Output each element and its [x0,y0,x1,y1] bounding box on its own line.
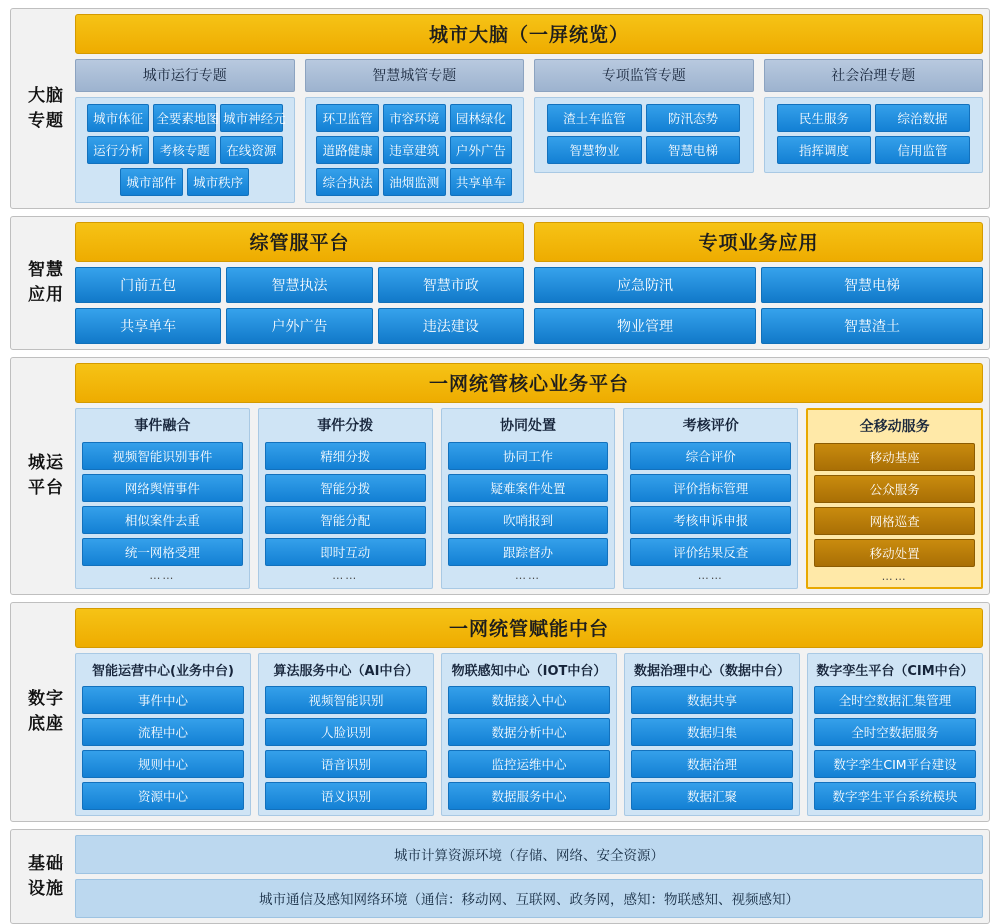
core-column-title: 考核评价 [682,418,739,434]
chip[interactable]: 视频智能识别事件 [82,442,243,470]
chip[interactable]: 综治数据 [875,104,970,132]
brain-column-items [534,97,754,173]
middle-column-title: 智能运营中心(业务中台) [92,664,234,679]
chip[interactable]: 考核申诉申报 [630,506,791,534]
brain-label-top: 大脑 [28,85,64,106]
chip[interactable]: 数据治理 [631,750,793,778]
chip[interactable]: 疑难案件处置 [448,474,609,502]
brain-column-smart-city-management [305,59,525,203]
brain-column-social-governance [764,59,984,203]
core-column-dots: …… [881,570,908,583]
chip[interactable]: 环卫监管 [316,104,379,132]
chip[interactable]: 运行分析 [87,136,150,164]
middle-column-business-center [75,653,251,816]
application-band [10,216,990,350]
brain-band-label [17,14,75,203]
core-column-dots: …… [332,569,359,582]
brain-band [10,8,990,209]
chip[interactable]: 数据接入中心 [448,686,610,714]
chip[interactable]: 公众服务 [814,475,975,503]
chip[interactable]: 人脸识别 [265,718,427,746]
brain-column-head: 智慧城管专题 [305,59,525,92]
brain-column-items [764,97,984,173]
core-column-title: 协同处置 [499,418,556,434]
application-right-title: 专项业务应用 [534,222,983,262]
core-column-mobile-service [806,408,983,589]
middle-column-cim-platform [807,653,983,816]
chip[interactable]: 考核专题 [153,136,216,164]
chip[interactable]: 即时互动 [265,538,426,566]
chip[interactable]: 全要素地图 [153,104,216,132]
chip[interactable]: 监控运维中心 [448,750,610,778]
brain-column-head: 城市运行专题 [75,59,295,92]
chip[interactable]: 网格巡查 [814,507,975,535]
core-column-collaborative-handling [441,408,616,589]
brain-column-head: 社会治理专题 [764,59,984,92]
chip[interactable]: 流程中心 [82,718,244,746]
chip[interactable]: 城市秩序 [187,168,250,196]
chip[interactable]: 道路健康 [316,136,379,164]
chip[interactable]: 全时空数据汇集管理 [814,686,976,714]
chip[interactable]: 应急防汛 [534,267,756,303]
application-band-body [75,222,983,344]
chip[interactable]: 吹哨报到 [448,506,609,534]
application-left-items [75,267,524,344]
chip[interactable]: 视频智能识别 [265,686,427,714]
middle-band-body [75,608,983,816]
brain-column-head: 专项监管专题 [534,59,754,92]
application-band-label [17,222,75,344]
chip[interactable]: 数字孪生平台系统模块 [814,782,976,810]
chip[interactable]: 油烟监测 [383,168,446,196]
chip[interactable]: 跟踪督办 [448,538,609,566]
core-column-title: 事件分拨 [317,418,374,434]
infrastructure-band [10,829,990,924]
chip[interactable]: 评价指标管理 [630,474,791,502]
chip[interactable]: 数据共享 [631,686,793,714]
application-label-bottom: 应用 [28,285,64,305]
core-label-top: 城运 [28,453,64,474]
chip[interactable]: 数据服务中心 [448,782,610,810]
core-column-event-fusion [75,408,250,589]
chip[interactable]: 综合执法 [316,168,379,196]
infrastructure-row-network: 城市通信及感知网络环境（通信：移动网、互联网、政务网，感知：物联感知、视频感知） [75,879,983,918]
middle-band-label [17,608,75,816]
brain-band-body [75,14,983,203]
chip[interactable]: 规则中心 [82,750,244,778]
middle-column-title: 算法服务中心（AI中台） [273,664,419,679]
middle-platform-band [10,602,990,822]
core-label-bottom: 平台 [28,478,64,498]
chip[interactable]: 精细分拨 [265,442,426,470]
chip[interactable]: 在线资源 [220,136,283,164]
core-column-title: 事件融合 [134,418,191,434]
middle-label-bottom: 底座 [28,714,64,734]
chip[interactable]: 信用监管 [875,136,970,164]
chip[interactable]: 智能分拨 [265,474,426,502]
core-column-assessment [623,408,798,589]
chip[interactable]: 智慧渣土 [761,308,983,344]
chip[interactable]: 共享单车 [450,168,513,196]
chip[interactable]: 语义识别 [265,782,427,810]
application-columns [75,222,983,344]
chip[interactable]: 园林绿化 [450,104,513,132]
chip[interactable]: 民生服务 [777,104,872,132]
middle-columns [75,653,983,816]
core-column-dots: …… [697,569,724,582]
chip[interactable]: 事件中心 [82,686,244,714]
chip[interactable]: 智慧执法 [226,267,372,303]
chip[interactable]: 综合评价 [630,442,791,470]
chip[interactable]: 智慧电梯 [761,267,983,303]
application-right-items [534,267,983,344]
middle-title: 一网统管赋能中台 [75,608,983,648]
chip[interactable]: 数据归集 [631,718,793,746]
chip[interactable]: 门前五包 [75,267,221,303]
chip[interactable]: 城市神经元 [220,104,283,132]
core-column-dots: …… [514,569,541,582]
infrastructure-row-compute: 城市计算资源环境（存储、网络、安全资源） [75,835,983,874]
chip[interactable]: 智慧物业 [547,136,642,164]
core-column-title: 全移动服务 [859,419,930,435]
chip[interactable]: 智能分配 [265,506,426,534]
chip[interactable]: 全时空数据服务 [814,718,976,746]
chip[interactable]: 智慧电梯 [646,136,741,164]
chip[interactable]: 违法建设 [378,308,524,344]
core-column-dots: …… [149,569,176,582]
chip[interactable]: 资源中心 [82,782,244,810]
chip[interactable]: 物业管理 [534,308,756,344]
chip[interactable]: 共享单车 [75,308,221,344]
brain-label-bottom: 专题 [28,110,64,131]
chip[interactable]: 统一网格受理 [82,538,243,566]
middle-label-top: 数字 [28,689,64,710]
chip[interactable]: 防汛态势 [646,104,741,132]
brain-title: 城市大脑（一屏统览） [75,14,983,54]
core-column-event-dispatch [258,408,433,589]
infrastructure-label-top: 基础 [28,853,64,874]
chip[interactable]: 智慧市政 [378,267,524,303]
chip[interactable]: 城市部件 [120,168,183,196]
brain-column-items [75,97,295,203]
chip[interactable]: 违章建筑 [383,136,446,164]
chip[interactable]: 数据汇聚 [631,782,793,810]
infrastructure-band-label [17,835,75,918]
middle-column-title: 数据治理中心（数据中台） [633,664,790,679]
application-group-special [534,222,983,344]
brain-column-city-operation [75,59,295,203]
chip[interactable]: 城市体征 [87,104,150,132]
chip[interactable]: 渣土车监管 [547,104,642,132]
infrastructure-label-bottom: 设施 [28,878,64,899]
core-band-label [17,363,75,589]
middle-column-data-center [624,653,800,816]
application-label-top: 智慧 [28,260,64,281]
core-columns [75,408,983,589]
middle-column-iot-center [441,653,617,816]
core-platform-band [10,357,990,595]
chip[interactable]: 指挥调度 [777,136,872,164]
infrastructure-band-body [75,835,983,918]
chip[interactable]: 评价结果反查 [630,538,791,566]
brain-columns [75,59,983,203]
chip[interactable]: 移动处置 [814,539,975,567]
chip[interactable]: 网络舆情事件 [82,474,243,502]
middle-column-title: 物联感知中心（IOT中台） [451,664,607,679]
chip[interactable]: 户外广告 [450,136,513,164]
chip[interactable]: 数据分析中心 [448,718,610,746]
chip[interactable]: 市容环境 [383,104,446,132]
middle-column-ai-center [258,653,434,816]
core-band-body [75,363,983,589]
application-left-title: 综管服平台 [75,222,524,262]
application-group-comprehensive [75,222,524,344]
chip[interactable]: 协同工作 [448,442,609,470]
brain-column-special-supervision [534,59,754,203]
brain-column-items [305,97,525,203]
chip[interactable]: 语音识别 [265,750,427,778]
core-title: 一网统管核心业务平台 [75,363,983,403]
chip[interactable]: 户外广告 [226,308,372,344]
chip[interactable]: 移动基座 [814,443,975,471]
chip[interactable]: 数字孪生CIM平台建设 [814,750,976,778]
chip[interactable]: 相似案件去重 [82,506,243,534]
middle-column-title: 数字孪生平台（CIM中台） [816,664,974,679]
